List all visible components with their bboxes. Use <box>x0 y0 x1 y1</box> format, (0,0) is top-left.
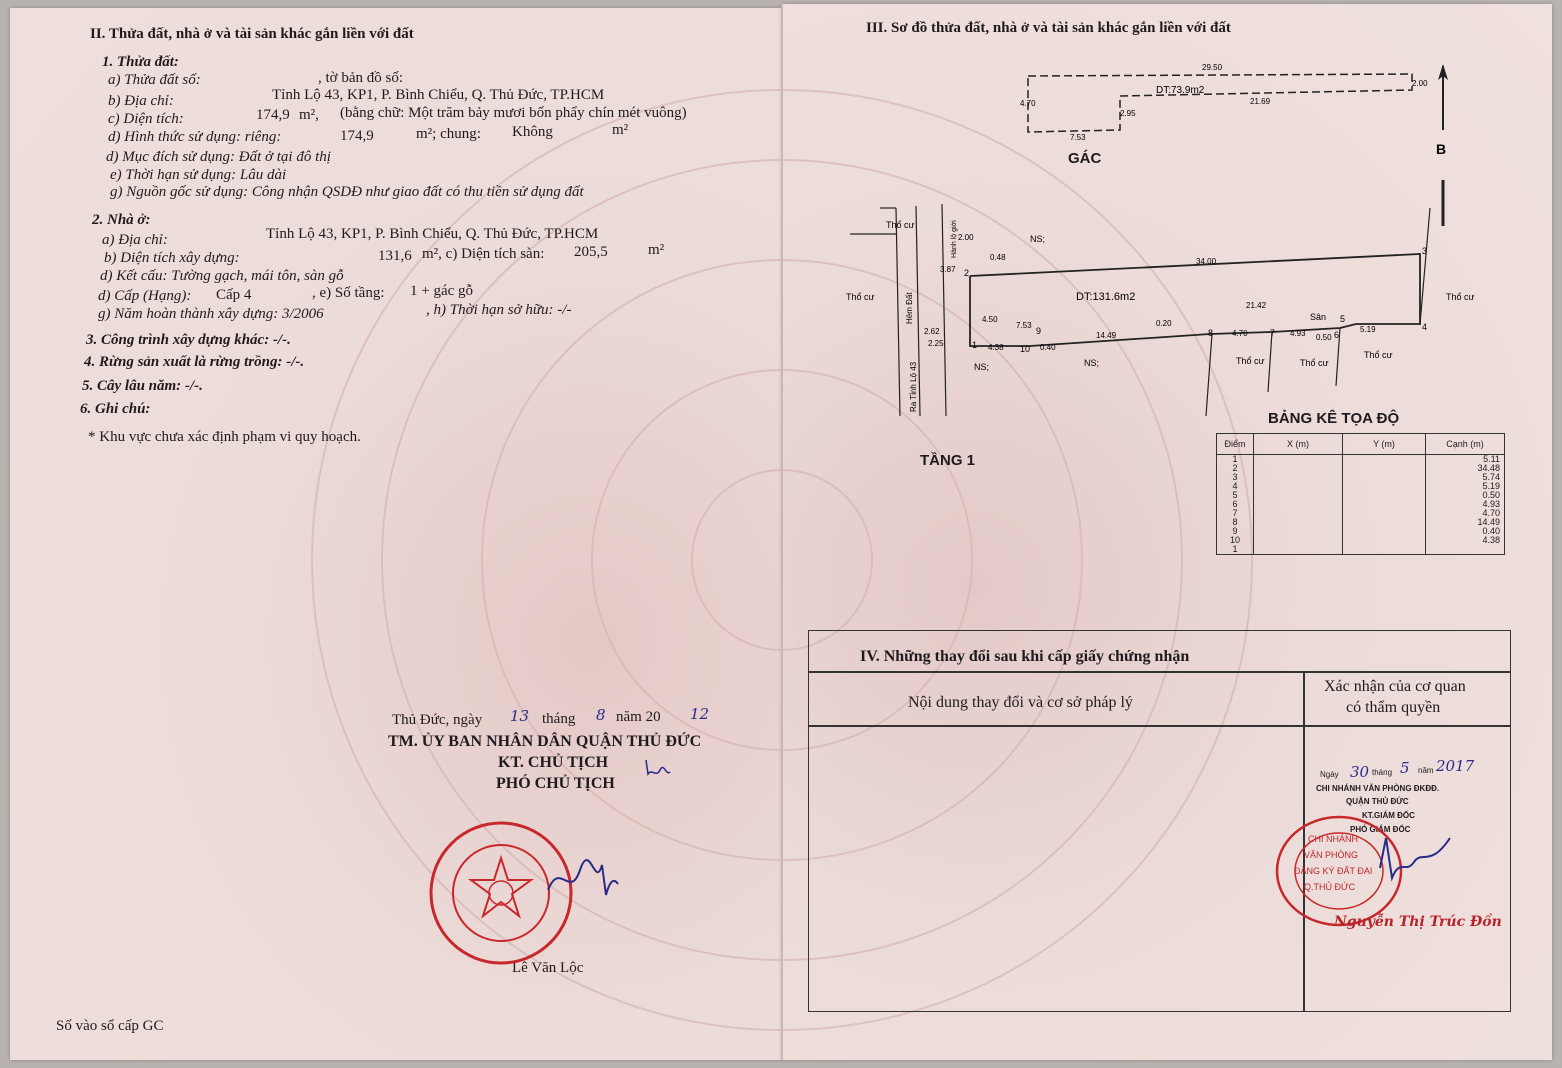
built-area-value: 131,6 <box>378 248 412 264</box>
issue-year: 12 <box>690 705 710 723</box>
coord-point: 6 <box>1217 500 1254 509</box>
coord-edge: 0.40 <box>1426 527 1505 536</box>
coordinate-row <box>1217 482 1505 491</box>
label-san: Sân <box>1310 312 1327 322</box>
svg-text:10: 10 <box>1020 344 1031 354</box>
parcel-number-label: a) Thửa đất số: <box>108 72 201 88</box>
planning-note: * Khu vực chưa xác định phạm vi quy hoạch. <box>88 429 361 445</box>
usage-shared-label: m²; chung: <box>416 126 481 142</box>
built-area-label: b) Diện tích xây dựng: <box>104 250 240 266</box>
svg-text:2.95: 2.95 <box>1120 109 1136 118</box>
signer-name: Lê Văn Lộc <box>512 960 584 976</box>
land-area-value: 174,9 <box>256 107 290 123</box>
land-area-label: c) Diện tích: <box>108 111 184 127</box>
svg-text:7: 7 <box>1270 328 1276 338</box>
land-origin: g) Nguồn gốc sử dụng: Công nhận QSDĐ như giao đất có thu tiền sử dụng đất <box>110 184 584 200</box>
coord-edge: 14.49 <box>1426 518 1505 527</box>
coordinate-row <box>1217 455 1505 465</box>
coordinate-row <box>1217 518 1505 527</box>
coord-y <box>1343 455 1426 465</box>
house-grade-label: d) Cấp (Hạng): <box>98 288 192 304</box>
confirm-month-label: tháng <box>1372 768 1393 777</box>
label-road: Ra Tỉnh Lộ 43 <box>909 361 918 412</box>
label-hanh-lang: Hành lộ giới <box>951 220 958 258</box>
svg-text:5: 5 <box>1340 314 1346 324</box>
label-ns-3: NS; <box>1084 358 1100 368</box>
label-tho-cu-5: Thổ cư <box>1300 358 1329 368</box>
label-tho-cu-6: Thổ cư <box>1364 350 1393 360</box>
coord-y <box>1343 473 1426 482</box>
changes-content-header: Nội dung thay đổi và cơ sở pháp lý <box>908 694 1133 711</box>
planted-forest: 4. Rừng sản xuất là rừng trồng: -/-. <box>84 354 305 370</box>
coord-header-x: X (m) <box>1254 434 1343 455</box>
coord-y <box>1343 482 1426 491</box>
svg-text:4.38: 4.38 <box>988 343 1004 352</box>
notes-heading: 6. Ghi chú: <box>80 401 151 417</box>
svg-text:2.25: 2.25 <box>928 339 944 348</box>
coord-point: 1 <box>1217 455 1254 465</box>
house-floors-value: 1 + gác gỗ <box>410 283 474 299</box>
svg-text:9: 9 <box>1036 326 1042 336</box>
house-floors-label: , e) Số tầng: <box>312 285 385 301</box>
svg-text:7.53: 7.53 <box>1070 133 1086 142</box>
land-heading: 1. Thửa đất: <box>102 54 179 70</box>
house-address: Tỉnh Lộ 43, KP1, P. Bình Chiểu, Q. Thủ Đức, TP.HCM <box>266 226 599 242</box>
land-area-unit: m², <box>299 107 319 123</box>
svg-text:2.00: 2.00 <box>1412 79 1428 88</box>
coord-point: 8 <box>1217 518 1254 527</box>
issue-month: 8 <box>596 706 606 724</box>
issue-date-place: Thủ Đức, ngày <box>392 712 483 728</box>
coord-point: 5 <box>1217 491 1254 500</box>
coordinate-table-title: BẢNG KÊ TỌA ĐỘ <box>1268 410 1400 427</box>
coord-x <box>1254 473 1343 482</box>
usage-private-area: 174,9 <box>340 128 374 144</box>
svg-text:14.49: 14.49 <box>1096 331 1117 340</box>
branch-office-name: CHI NHÁNH VĂN PHÒNG ĐKĐĐ. <box>1316 784 1440 793</box>
coord-edge <box>1426 545 1505 555</box>
coordinate-row <box>1217 536 1505 545</box>
svg-text:0.20: 0.20 <box>1156 319 1172 328</box>
coord-edge: 4.93 <box>1426 500 1505 509</box>
stamp-line-3: ĐĂNG KÝ ĐẤT ĐAI <box>1294 866 1373 876</box>
coord-point: 9 <box>1217 527 1254 536</box>
svg-text:7.53: 7.53 <box>1016 321 1032 330</box>
initial-mark <box>642 754 672 784</box>
attic-plan <box>1020 60 1428 142</box>
coord-point: 2 <box>1217 464 1254 473</box>
svg-text:6: 6 <box>1334 330 1340 340</box>
coord-x <box>1254 536 1343 545</box>
land-address-label: b) Địa chỉ: <box>108 93 174 109</box>
coord-y <box>1343 527 1426 536</box>
floor-area-label: m², c) Diện tích sàn: <box>422 246 545 262</box>
coord-y <box>1343 518 1426 527</box>
svg-text:0.48: 0.48 <box>990 253 1006 262</box>
coord-edge: 5.11 <box>1426 455 1505 465</box>
coord-edge: 5.74 <box>1426 473 1505 482</box>
north-label: B <box>1436 141 1447 157</box>
svg-text:4: 4 <box>1422 322 1428 332</box>
changes-confirm-header-2: có thẩm quyền <box>1346 699 1441 716</box>
attic-title: GÁC <box>1068 150 1102 167</box>
issue-month-label: tháng <box>542 711 576 727</box>
section-ii-title: II. Thửa đất, nhà ở và tài sản khác gắn liền với đất <box>90 26 414 42</box>
ground-floor-plan <box>840 196 1475 416</box>
coord-x <box>1254 500 1343 509</box>
stamp-line-4: Q.THỦ ĐỨC <box>1304 882 1356 892</box>
svg-text:5.19: 5.19 <box>1360 325 1376 334</box>
svg-text:34.00: 34.00 <box>1196 257 1217 266</box>
coordinate-row <box>1217 545 1505 555</box>
ground-area-label: DT:131.6m2 <box>1076 291 1136 303</box>
coord-edge: 5.19 <box>1426 482 1505 491</box>
svg-text:2: 2 <box>964 268 970 278</box>
coord-y <box>1343 509 1426 518</box>
svg-text:21.69: 21.69 <box>1250 97 1271 106</box>
coord-y <box>1343 464 1426 473</box>
registration-signature <box>1370 818 1460 888</box>
coord-edge: 0.50 <box>1426 491 1505 500</box>
label-hem: Hẻm Đất <box>905 292 914 324</box>
house-address-label: a) Địa chỉ: <box>102 232 168 248</box>
confirm-day: 30 <box>1350 763 1370 781</box>
register-number-label: Số vào sổ cấp GC <box>56 1018 164 1034</box>
land-address: Tỉnh Lộ 43, KP1, P. Bình Chiểu, Q. Thủ Đức, TP.HCM <box>272 87 605 103</box>
svg-text:8: 8 <box>1208 328 1214 338</box>
floor-area-unit: m² <box>648 242 665 258</box>
coord-point: 7 <box>1217 509 1254 518</box>
coord-x <box>1254 527 1343 536</box>
branch-director-of: KT.GIÁM ĐỐC <box>1362 811 1415 820</box>
svg-text:4.70: 4.70 <box>1020 99 1036 108</box>
coord-point: 3 <box>1217 473 1254 482</box>
label-ns-2: NS; <box>974 362 990 372</box>
coordinate-row <box>1217 509 1505 518</box>
ground-floor-title: TẦNG 1 <box>920 452 976 469</box>
coord-y <box>1343 536 1426 545</box>
house-structure: d) Kết cấu: Tường gạch, mái tôn, sàn gỗ <box>100 268 344 284</box>
coord-y <box>1343 491 1426 500</box>
stamp-line-2: VĂN PHÒNG <box>1304 850 1359 860</box>
confirm-year-label: năm <box>1418 766 1434 775</box>
coordinate-row <box>1217 464 1505 473</box>
label-tho-cu-1: Thổ cư <box>886 220 915 230</box>
svg-text:3.87: 3.87 <box>940 265 956 274</box>
coord-header-edge: Cạnh (m) <box>1426 434 1505 455</box>
coord-x <box>1254 482 1343 491</box>
svg-text:1: 1 <box>972 340 978 350</box>
coordinate-table <box>1216 433 1505 555</box>
coordinate-row <box>1217 473 1505 482</box>
coord-point: 10 <box>1217 536 1254 545</box>
house-ownership-term: , h) Thời hạn sở hữu: -/- <box>426 302 572 318</box>
land-purpose: d) Mục đích sử dụng: Đất ở tại đô thị <box>106 149 331 165</box>
coord-edge: 4.38 <box>1426 536 1505 545</box>
svg-text:4.50: 4.50 <box>982 315 998 324</box>
coord-edge: 4.70 <box>1426 509 1505 518</box>
house-completed: g) Năm hoàn thành xây dựng: 3/2006 <box>98 306 324 322</box>
coord-x <box>1254 509 1343 518</box>
coord-point: 1 <box>1217 545 1254 555</box>
house-heading: 2. Nhà ở: <box>92 212 151 228</box>
coordinate-row <box>1217 491 1505 500</box>
coordinate-row <box>1217 500 1505 509</box>
usage-shared-value: Không <box>512 124 553 140</box>
section-iii-title: III. Sơ đồ thửa đất, nhà ở và tài sản khác gắn liền với đất <box>866 20 1231 36</box>
changes-title: IV. Những thay đổi sau khi cấp giấy chứng nhận <box>860 648 1190 665</box>
vice-chairman-title: PHÓ CHỦ TỊCH <box>496 775 615 792</box>
label-tho-cu-3: Thổ cư <box>1446 292 1475 302</box>
issue-year-label: năm 20 <box>616 709 661 725</box>
confirm-year: 2017 <box>1436 757 1475 775</box>
perennial-trees: 5. Cây lâu năm: -/-. <box>82 378 203 394</box>
svg-text:0.40: 0.40 <box>1040 343 1056 352</box>
land-term: e) Thời hạn sử dụng: Lâu dài <box>110 167 287 183</box>
svg-text:2.00: 2.00 <box>958 233 974 242</box>
coord-header-point: Điểm <box>1217 434 1254 455</box>
other-works: 3. Công trình xây dựng khác: -/-. <box>86 332 291 348</box>
registration-signer-name: Nguyễn Thị Trúc Đồn <box>1334 914 1502 930</box>
confirm-month: 5 <box>1400 759 1410 777</box>
coord-x <box>1254 464 1343 473</box>
usage-form-label: d) Hình thức sử dụng: riêng: <box>108 129 282 145</box>
issue-day: 13 <box>510 707 530 725</box>
coord-x <box>1254 455 1343 465</box>
svg-text:4.93: 4.93 <box>1290 329 1306 338</box>
label-ns-1: NS; <box>1030 234 1046 244</box>
coord-x <box>1254 518 1343 527</box>
coord-edge: 34.48 <box>1426 464 1505 473</box>
svg-text:4.70: 4.70 <box>1232 329 1248 338</box>
coordinate-row <box>1217 527 1505 536</box>
floor-area-value: 205,5 <box>574 244 608 260</box>
coord-y <box>1343 500 1426 509</box>
coord-y <box>1343 545 1426 555</box>
svg-text:21.42: 21.42 <box>1246 301 1267 310</box>
deputy-of-chairman: KT. CHỦ TỊCH <box>498 754 609 771</box>
usage-shared-unit: m² <box>612 122 629 138</box>
branch-office-district: QUẬN THỦ ĐỨC <box>1346 797 1409 806</box>
coord-x <box>1254 545 1343 555</box>
stamp-line-1: CHI NHÁNH <box>1308 834 1359 844</box>
branch-deputy-director: PHÓ GIÁM ĐỐC <box>1350 825 1411 834</box>
changes-confirm-header-1: Xác nhận của cơ quan <box>1324 678 1466 695</box>
label-tho-cu-2: Thổ cư <box>846 292 875 302</box>
svg-text:0.50: 0.50 <box>1316 333 1332 342</box>
map-sheet-label: , tờ bản đồ số: <box>318 70 404 86</box>
svg-text:29.50: 29.50 <box>1202 63 1223 72</box>
coord-header-y: Y (m) <box>1343 434 1426 455</box>
house-grade-value: Cấp 4 <box>216 287 252 303</box>
coord-x <box>1254 491 1343 500</box>
svg-text:3: 3 <box>1422 246 1428 256</box>
chairman-signature <box>540 850 620 910</box>
coord-point: 4 <box>1217 482 1254 491</box>
land-area-words: (bằng chữ: Một trăm bảy mươi bốn phẩy chín mét vuông) <box>340 105 687 121</box>
issuing-authority: TM. ỦY BAN NHÂN DÂN QUẬN THỦ ĐỨC <box>388 733 702 750</box>
confirm-day-label: Ngày <box>1320 770 1339 779</box>
label-tho-cu-4: Thổ cư <box>1236 356 1265 366</box>
svg-text:2.62: 2.62 <box>924 327 940 336</box>
attic-area-label: DT:73.9m2 <box>1156 85 1205 96</box>
